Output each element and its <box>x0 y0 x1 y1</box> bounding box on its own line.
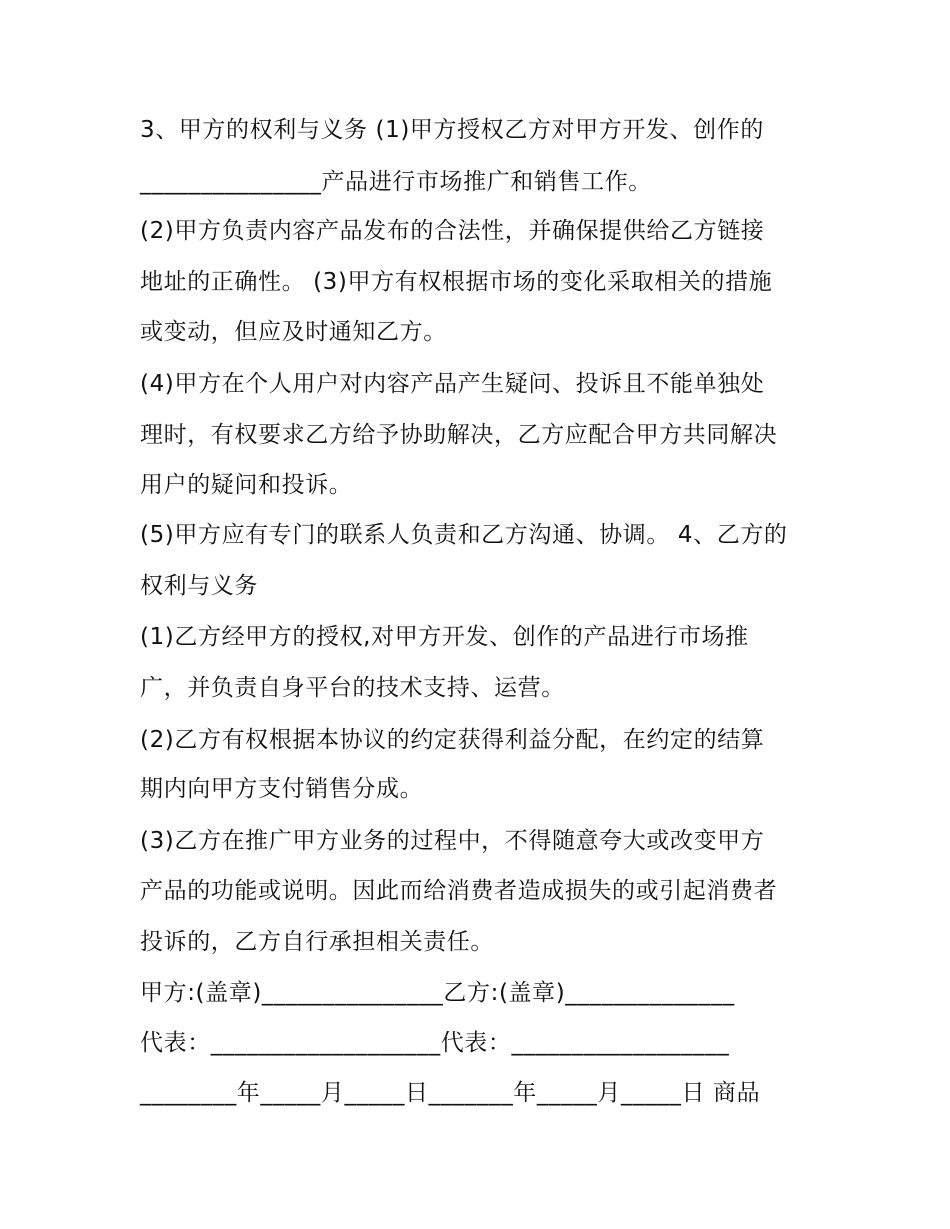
line-16: 产品的功能或说明。因此而给消费者造成损失的或引起消费者 <box>140 878 778 904</box>
line-3: (2)甲方负责内容产品发布的合法性，并确保提供给乙方链接 <box>140 218 765 244</box>
line-19: 代表：___________________代表：__________________ <box>140 1030 730 1056</box>
line-10: 权利与义务 <box>140 573 258 599</box>
line-7: 理时，有权要求乙方给予协助解决，乙方应配合甲方共同解决 <box>140 422 778 448</box>
line-17: 投诉的，乙方自行承担相关责任。 <box>140 929 494 955</box>
line-6: (4)甲方在个人用户对内容产品产生疑问、投诉且不能单独处 <box>140 371 765 397</box>
line-13: (2)乙方有权根据本协议的约定获得利益分配，在约定的结算 <box>140 727 765 753</box>
line-5: 或变动，但应及时通知乙方。 <box>140 319 447 345</box>
line-4: 地址的正确性。 (3)甲方有权根据市场的变化采取相关的措施 <box>140 269 773 295</box>
line-14: 期内向甲方支付销售分成。 <box>140 776 424 802</box>
line-9: (5)甲方应有专门的联系人负责和乙方沟通、协调。 4、乙方的 <box>140 522 788 548</box>
line-20: ________年_____月_____日_______年_____月_____日 商品 <box>140 1080 761 1106</box>
line-15: (3)乙方在推广甲方业务的过程中，不得随意夸大或改变甲方 <box>140 828 765 854</box>
line-8: 用户的疑问和投诉。 <box>140 472 353 498</box>
line-11: (1)乙方经甲方的授权,对甲方开发、创作的产品进行市场推 <box>140 624 749 650</box>
line-2: _______________产品进行市场推广和销售工作。 <box>140 169 652 195</box>
line-1: 3、甲方的权利与义务 (1)甲方授权乙方对甲方开发、创作的 <box>140 117 764 143</box>
line-12: 广，并负责自身平台的技术支持、运营。 <box>140 675 565 701</box>
line-18: 甲方:(盖章)_______________乙方:(盖章)______________ <box>140 980 735 1006</box>
